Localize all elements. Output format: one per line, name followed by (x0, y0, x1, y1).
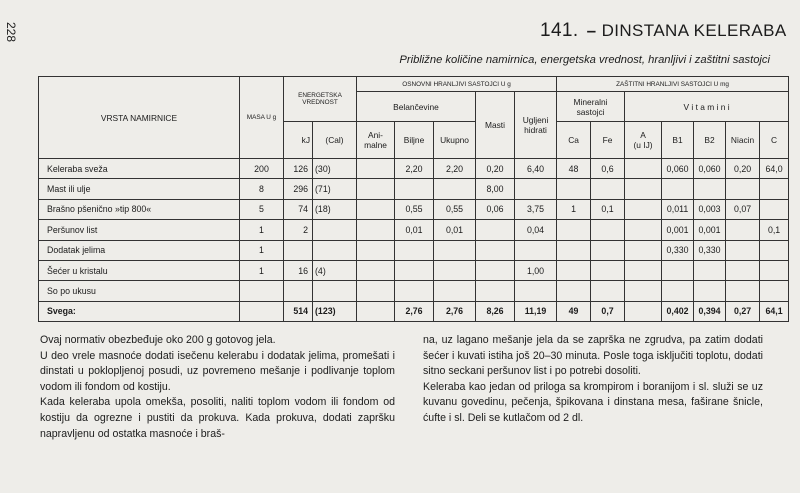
cell-fe (591, 179, 625, 199)
cell-b2 (694, 281, 726, 301)
header-animal: Ani- malne (357, 122, 395, 159)
cell-a (625, 281, 662, 301)
cell-mass: 1 (240, 240, 284, 260)
cell-animal (357, 281, 395, 301)
header-vitamin-a (625, 122, 662, 159)
cell-fe (591, 281, 625, 301)
cell-total (434, 179, 476, 199)
cell-b2: 0,060 (694, 159, 726, 179)
cell-total: 0,55 (434, 199, 476, 219)
cell-animal (357, 159, 395, 179)
cell-plant (395, 179, 434, 199)
header-minerals: Mineralni sastojci (557, 92, 625, 122)
paragraph: Keleraba kao jedan od priloga sa krompirom i boranijom i sl. služi se uz kuvanu govedinu, pečenja, špikovana i dinstana mesa, faširane šnicle, ćufte i sl. Deli se kutlačom od 2 dl. (423, 380, 763, 424)
cell-a (625, 260, 662, 280)
cell-animal (357, 179, 395, 199)
cell-name: Šećer u kristalu (39, 260, 240, 280)
cell-ca: 48 (557, 159, 591, 179)
cell-ca: 1 (557, 199, 591, 219)
cell-cal: (123) (313, 301, 357, 321)
cell-name: Svega: (39, 301, 240, 321)
cell-total: 2,20 (434, 159, 476, 179)
cell-mass (240, 301, 284, 321)
cell-plant: 2,20 (395, 159, 434, 179)
cell-niacin (726, 240, 760, 260)
table-total-row (39, 301, 789, 321)
cell-c (760, 240, 789, 260)
paragraph: na, uz lagano mešanje jela da se zaprška ne zgrudva, pa zatim dodati šećer i kuvati istiha još 20–30 minuta. Posle toga isključiti toplotu, dodati sitno seckani peršunov list i po potrebi dosoliti. (423, 334, 763, 378)
header-protective-nutrients: ZAŠTITNI HRANLJIVI SASTOJCI U mg (557, 77, 789, 92)
cell-niacin: 0,20 (726, 159, 760, 179)
cell-kj: 126 (284, 159, 313, 179)
cell-a (625, 159, 662, 179)
header-energy: ENERGETSKA VREDNOST (284, 77, 357, 122)
header-plant: Biljne (395, 122, 434, 159)
cell-name: Mast ili ulje (39, 179, 240, 199)
cell-c (760, 281, 789, 301)
cell-fe: 0,6 (591, 159, 625, 179)
cell-niacin (726, 179, 760, 199)
cell-plant: 0,55 (395, 199, 434, 219)
cell-ca (557, 220, 591, 240)
table-row (39, 240, 789, 260)
header-cal: (Cal) (313, 122, 357, 159)
header-mass: MASA U g (240, 77, 284, 159)
cell-carb: 3,75 (515, 199, 557, 219)
cell-fe: 0,7 (591, 301, 625, 321)
cell-mass: 8 (240, 179, 284, 199)
cell-ca: 49 (557, 301, 591, 321)
cell-mass: 200 (240, 159, 284, 179)
table-row (39, 260, 789, 280)
cell-b2: 0,394 (694, 301, 726, 321)
cell-niacin (726, 260, 760, 280)
cell-niacin: 0,27 (726, 301, 760, 321)
header-b2: B2 (694, 122, 726, 159)
header-kj: kJ (284, 122, 313, 159)
vitamin-a-unit: (u IJ) (633, 140, 653, 150)
cell-cal: (4) (313, 260, 357, 280)
cell-b1: 0,402 (662, 301, 694, 321)
cell-c: 0,1 (760, 220, 789, 240)
cell-c (760, 199, 789, 219)
cell-a (625, 220, 662, 240)
cell-name: Keleraba sveža (39, 159, 240, 179)
cell-b1: 0,011 (662, 199, 694, 219)
cell-cal (313, 240, 357, 260)
header-niacin: Niacin (726, 122, 760, 159)
cell-niacin (726, 220, 760, 240)
cell-fe: 0,1 (591, 199, 625, 219)
cell-b2 (694, 179, 726, 199)
cell-fe (591, 220, 625, 240)
cell-kj (284, 240, 313, 260)
cell-kj (284, 281, 313, 301)
header-b1: B1 (662, 122, 694, 159)
title-dash: – (586, 21, 597, 40)
page-title (540, 20, 787, 42)
table-row (39, 220, 789, 240)
cell-b2: 0,003 (694, 199, 726, 219)
cell-fe (591, 240, 625, 260)
cell-c: 64,1 (760, 301, 789, 321)
header-fats: Masti (476, 92, 515, 159)
cell-kj: 296 (284, 179, 313, 199)
cell-carb: 11,19 (515, 301, 557, 321)
cell-animal (357, 220, 395, 240)
header-total-protein: Ukupno (434, 122, 476, 159)
cell-mass: 5 (240, 199, 284, 219)
cell-b1 (662, 281, 694, 301)
cell-cal: (30) (313, 159, 357, 179)
header-fe: Fe (591, 122, 625, 159)
cell-ca (557, 179, 591, 199)
cell-total: 0,01 (434, 220, 476, 240)
cell-plant (395, 240, 434, 260)
cell-b2 (694, 260, 726, 280)
cell-kj: 2 (284, 220, 313, 240)
table-subtitle: Približne količine namirnica, energetska vrednost, hranljivi i zaštitni sastojci (399, 54, 770, 66)
cell-ca (557, 260, 591, 280)
vitamin-a-label: A (640, 130, 646, 140)
cell-a (625, 301, 662, 321)
cell-a (625, 179, 662, 199)
cell-animal (357, 301, 395, 321)
cell-fat: 0,20 (476, 159, 515, 179)
cell-c (760, 260, 789, 280)
instructions-right-column (423, 333, 763, 427)
nutrition-table (38, 76, 789, 322)
cell-animal (357, 260, 395, 280)
cell-mass: 1 (240, 260, 284, 280)
cell-total (434, 240, 476, 260)
cell-carb: 0,04 (515, 220, 557, 240)
cell-total (434, 281, 476, 301)
cell-fat (476, 260, 515, 280)
table-row (39, 199, 789, 219)
cell-fat (476, 240, 515, 260)
cell-plant: 2,76 (395, 301, 434, 321)
cell-name: So po ukusu (39, 281, 240, 301)
cell-fat (476, 220, 515, 240)
header-ingredient: VRSTA NAMIRNICE (39, 77, 240, 159)
cell-b1: 0,060 (662, 159, 694, 179)
cell-total (434, 260, 476, 280)
cell-b2: 0,330 (694, 240, 726, 260)
header-ca: Ca (557, 122, 591, 159)
cell-name: Peršunov list (39, 220, 240, 240)
cell-fe (591, 260, 625, 280)
cell-cal (313, 220, 357, 240)
recipe-name: DINSTANA KELERABA (601, 21, 787, 40)
cell-fat: 8,00 (476, 179, 515, 199)
cell-carb (515, 240, 557, 260)
cell-b1: 0,001 (662, 220, 694, 240)
cell-kj: 74 (284, 199, 313, 219)
cell-b1: 0,330 (662, 240, 694, 260)
cell-carb (515, 179, 557, 199)
cell-fat (476, 281, 515, 301)
cell-carb (515, 281, 557, 301)
paragraph: U deo vrele masnoće dodati isečenu kelerabu i dodatak jelima, promešati i dinstati u poklopljenoj posudi, uz povremeno mešanje i podlivanje toplom vodom ili fondom od kostiju. (40, 349, 395, 393)
cell-kj: 514 (284, 301, 313, 321)
cell-cal: (18) (313, 199, 357, 219)
cell-cal (313, 281, 357, 301)
header-c: C (760, 122, 789, 159)
header-vitamins: V i t a m i n i (625, 92, 789, 122)
paragraph: Ovaj normativ obezbeđuje oko 200 g gotovog jela. (40, 334, 276, 346)
cell-ca (557, 281, 591, 301)
cell-cal: (71) (313, 179, 357, 199)
cell-animal (357, 199, 395, 219)
cell-a (625, 240, 662, 260)
cell-kj: 16 (284, 260, 313, 280)
cell-carb: 6,40 (515, 159, 557, 179)
cell-b1 (662, 179, 694, 199)
cell-mass: 1 (240, 220, 284, 240)
cell-mass (240, 281, 284, 301)
cell-b2: 0,001 (694, 220, 726, 240)
cell-a (625, 199, 662, 219)
cell-name: Brašno pšenično »tip 800« (39, 199, 240, 219)
recipe-number: 141. (540, 20, 579, 41)
cell-carb: 1,00 (515, 260, 557, 280)
table-row (39, 159, 789, 179)
cell-fat: 0,06 (476, 199, 515, 219)
cell-plant (395, 260, 434, 280)
table-row (39, 179, 789, 199)
table-row (39, 281, 789, 301)
page-number: 228 (4, 22, 18, 43)
cell-niacin (726, 281, 760, 301)
cell-name: Dodatak jelima (39, 240, 240, 260)
cell-plant: 0,01 (395, 220, 434, 240)
cell-plant (395, 281, 434, 301)
cell-fat: 8,26 (476, 301, 515, 321)
cell-animal (357, 240, 395, 260)
cell-c: 64,0 (760, 159, 789, 179)
header-basic-nutrients: OSNOVNI HRANLJIVI SASTOJCI U g (357, 77, 557, 92)
cell-b1 (662, 260, 694, 280)
cell-ca (557, 240, 591, 260)
paragraph: Kada keleraba upola omekša, posoliti, naliti toplom vodom ili fondom od kostiju da ogrezne i pustiti da prokuva. Kada prokuva, dodati zapršku napravljenu od ostatka masnoće i braš- (40, 396, 395, 440)
header-proteins: Belančevine (357, 92, 476, 122)
cell-niacin: 0,07 (726, 199, 760, 219)
header-carbs: Ugljeni hidrati (515, 92, 557, 159)
instructions-left-column (40, 333, 395, 442)
cell-c (760, 179, 789, 199)
cell-total: 2,76 (434, 301, 476, 321)
